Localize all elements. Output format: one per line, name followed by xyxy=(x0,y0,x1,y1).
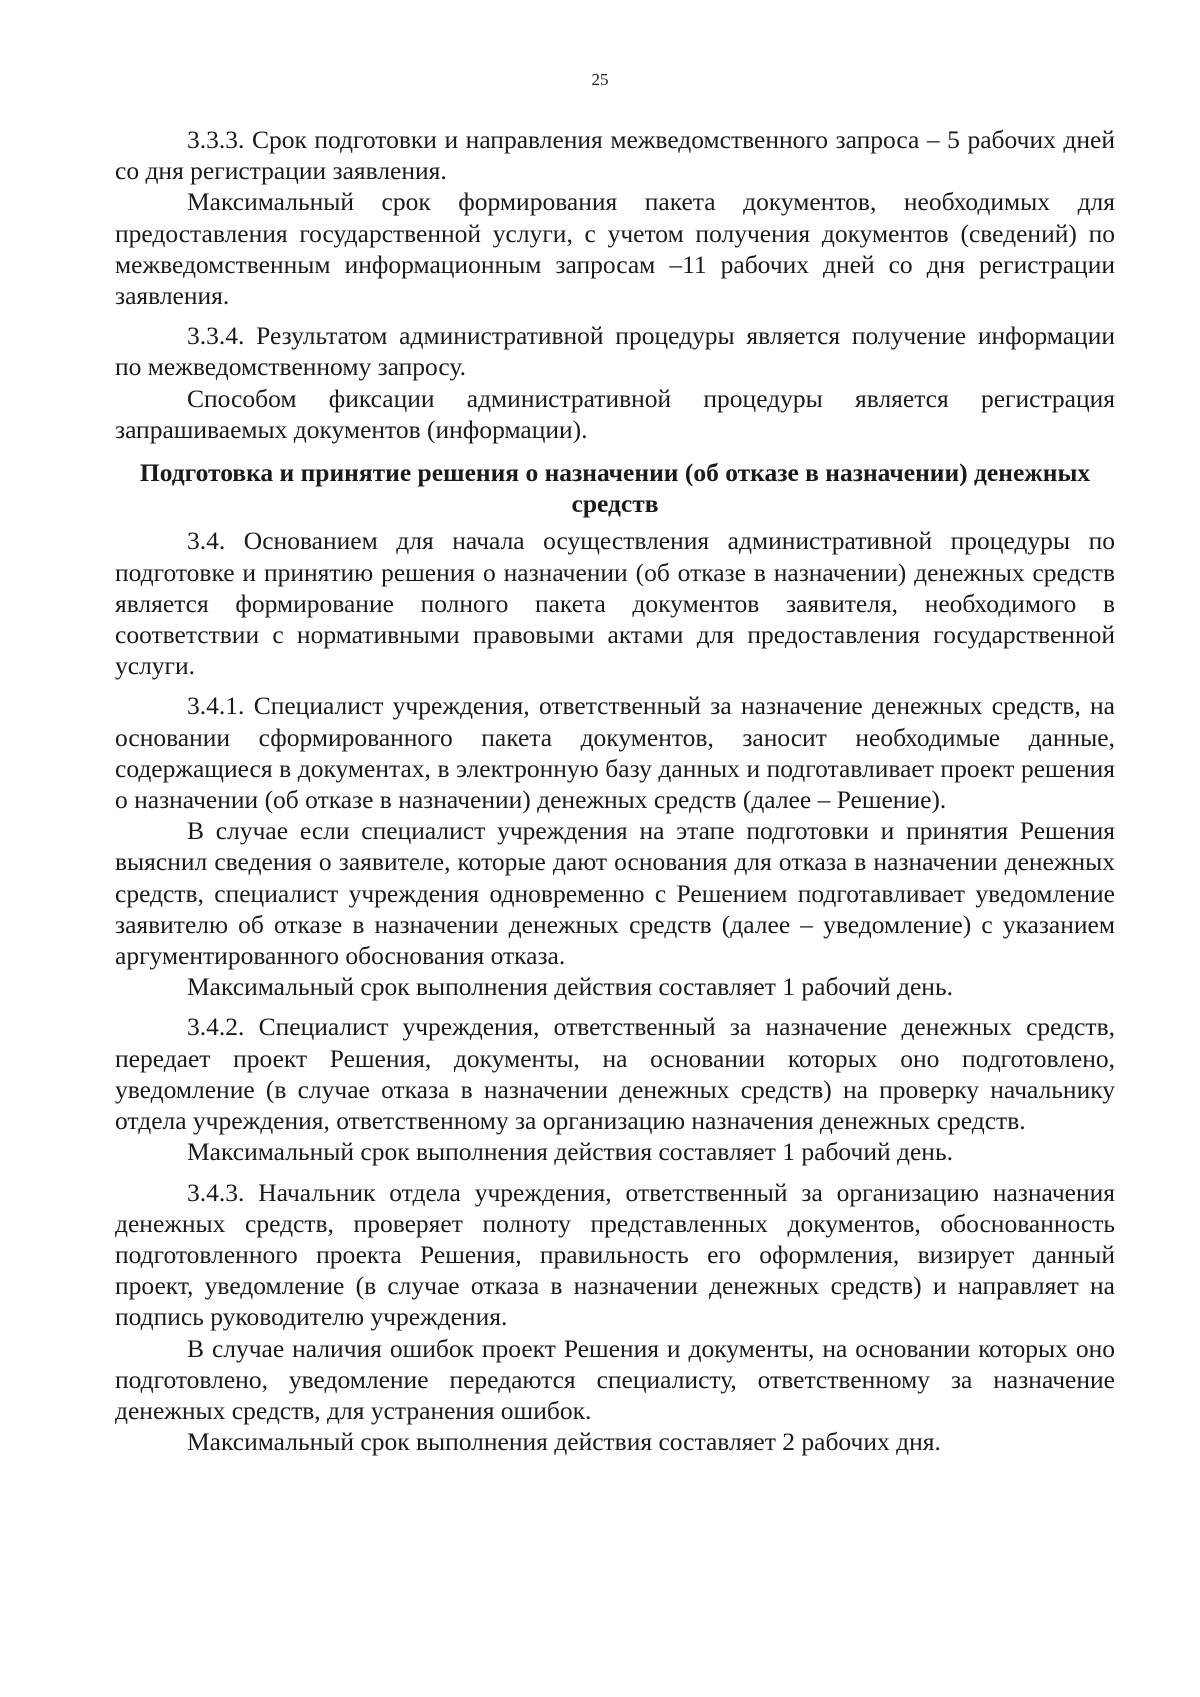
paragraph-3-4: 3.4. Основанием для начала осуществления административной процедуры по подготовке и принятию решения о назначении (об отказе в назначении) денежных средств является формирование полного пакета документов заявителя, необходимого в соответствии с нормативными правовыми актами для предоставления государственной услуги. xyxy=(115,526,1115,681)
paragraph-3-3-4: 3.3.4. Результатом административной процедуры является получение информации по межведомственному запросу. xyxy=(115,321,1115,382)
paragraph-max-term-2: Максимальный срок выполнения действия составляет 1 рабочий день. xyxy=(187,1137,953,1167)
paragraph-3-3-3: 3.3.3. Срок подготовки и направления межведомственного запроса – 5 рабочих дней со дня регистрации заявления. xyxy=(115,125,1115,186)
paragraph-max-term-3: Максимальный срок выполнения действия составляет 2 рабочих дня. xyxy=(187,1427,941,1457)
paragraph-fixation-method: Способом фиксации административной процедуры является регистрация запрашиваемых документов (информации). xyxy=(115,383,1115,444)
paragraph-errors-case: В случае наличия ошибок проект Решения и документы, на основании которых оно подготовлено, уведомление передаются специалисту, ответственному за назначение денежных средств, для устранения ошибок. xyxy=(115,1333,1115,1425)
paragraph-max-term-package: Максимальный срок формирования пакета документов, необходимых для предоставления государственной услуги, с учетом получения документов (сведений) по межведомственным информационным запросам –11 рабочих дней со дня регистрации заявления. xyxy=(115,187,1115,311)
section-heading: Подготовка и принятие решения о назначении (об отказе в назначении) денежных средств xyxy=(139,458,1091,519)
paragraph-3-4-3: 3.4.3. Начальник отдела учреждения, ответственный за организацию назначения денежных средств, проверяет полноту представленных документов, обоснованность подготовленного проекта Решения, правильность его оформления, визирует данный проект, уведомление (в случае отказа в назначении денежных средств) и направляет на подпись руководителю учреждения. xyxy=(115,1177,1115,1332)
paragraph-3-4-2: 3.4.2. Специалист учреждения, ответственный за назначение денежных средств, передает проект Решения, документы, на основании которых оно подготовлено, уведомление (в случае отказа в назначении денежных средств) на проверку начальнику отдела учреждения, ответственному за организацию назначения денежных средств. xyxy=(115,1012,1115,1136)
paragraph-refusal-case: В случае если специалист учреждения на этапе подготовки и принятия Решения выяснил сведения о заявителе, которые дают основания для отказа в назначении денежных средств, специалист учреждения одновременно с Решением подготавливает уведомление заявителю об отказе в назначении денежных средств (далее – уведомление) с указанием аргументированного обоснования отказа. xyxy=(115,816,1115,971)
paragraph-max-term-1: Максимальный срок выполнения действия составляет 1 рабочий день. xyxy=(187,972,953,1002)
document-body xyxy=(115,124,1115,1457)
paragraph-3-4-1: 3.4.1. Специалист учреждения, ответственный за назначение денежных средств, на основании сформированного пакета документов, заносит необходимые данные, содержащиеся в документах, в электронную базу данных и подготавливает проект решения о назначении (об отказе в назначении) денежных средств (далее – Решение). xyxy=(115,691,1115,815)
page-number: 25 xyxy=(591,70,609,89)
